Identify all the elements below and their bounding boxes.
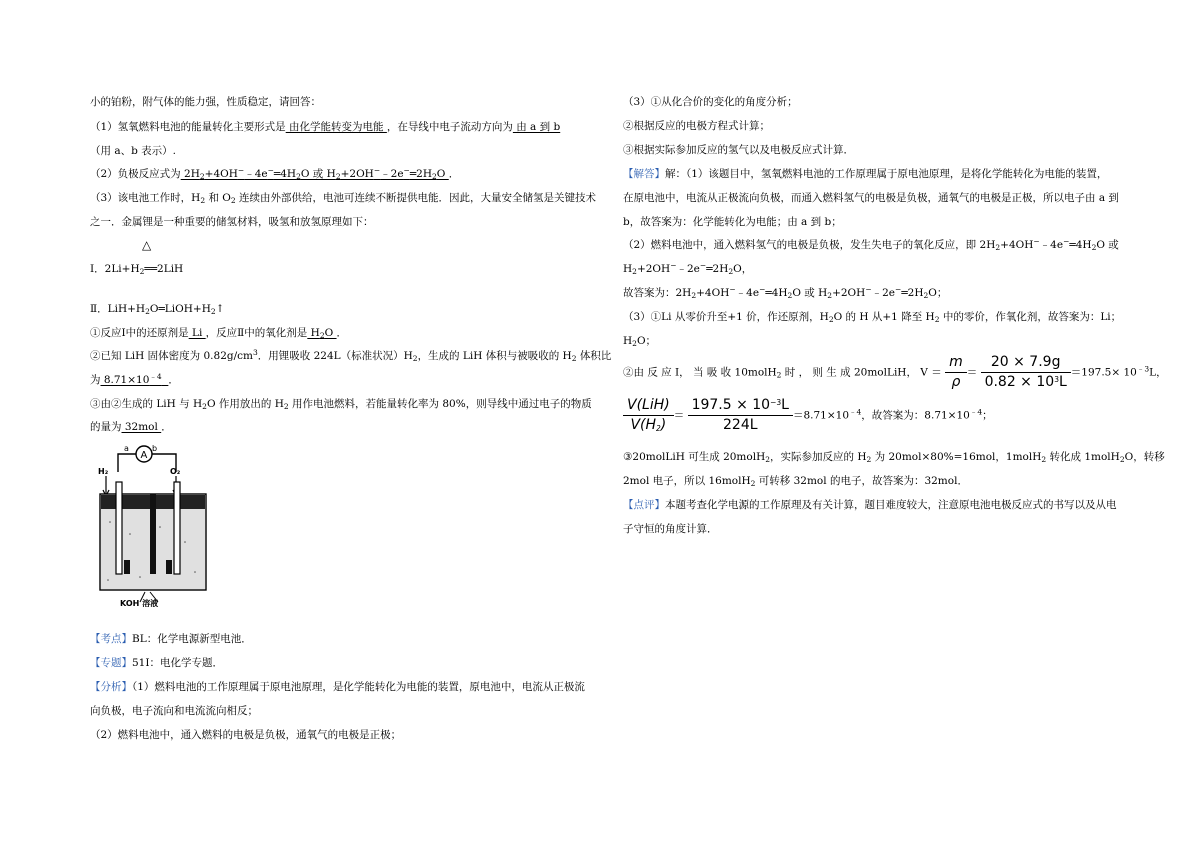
sub-question-1: ①反应Ⅰ中的还原剂是 Li ，反应Ⅱ中的氧化剂是 $H_2O$ ． bbox=[90, 327, 348, 340]
koh-caption: KOH 溶液 bbox=[120, 599, 159, 607]
sub-question-2-line-1: ②已知 LiH 固体密度为 $0.82g/cm^3$．用锂吸收 224L（标准状况）$H_2$，生成的 LiH 体积与被吸收的 $H_2$ 体积比 bbox=[90, 348, 612, 363]
question-1-note: （用 a、b 表示）. bbox=[90, 145, 176, 157]
zhuanti-line: 【专题】51I：电化学专题． bbox=[90, 657, 224, 669]
solution-line-8: $H_2O$； bbox=[623, 335, 657, 348]
o2-label: O₂ bbox=[170, 467, 181, 476]
comment-line-2: 子守恒的角度计算． bbox=[623, 523, 718, 535]
fuel-cell-diagram bbox=[90, 442, 216, 607]
solution-line-11: ③20molLiH 可生成 20molH$_2$，实际参加反应的 $H_2$ 为 20mol×80%=16mol，1molH$_2$ 转化成 1molH$_2$O，转移 bbox=[623, 451, 1165, 464]
answer-volume-ratio: $8.71\times 10^{﹣4}$ bbox=[100, 372, 162, 386]
solution-line-5: $H_2+2OH^-﹣2e^-═2H_2O$， bbox=[623, 261, 753, 276]
solution-line-6: 故答案为：$2H_2+4OH^-﹣4e^-═4H_2O$ 或 $H_2+2OH^-﹣2e^-═2H_2O$； bbox=[623, 285, 948, 300]
separator bbox=[150, 494, 156, 574]
solution-line-2: 在原电池中，电流从正极流向负极，而通入燃料氢气的电极是负极，通氧气的电极是正极，所以电子由 a 到 bbox=[623, 192, 1119, 204]
reaction-1: Ⅰ．$2Li+H_2══2LiH$ bbox=[90, 263, 184, 276]
sub-question-3-line-2: 的量为 32mol ． bbox=[90, 421, 172, 433]
solution-line-3: b，故答案为：化学能转化为电能；由 a 到 b； bbox=[623, 216, 842, 228]
kaodian-line: 【考点】BL：化学电源新型电池． bbox=[90, 633, 252, 645]
sub-question-2-line-2: 为 $8.71\times 10^{﹣4}$ ． bbox=[90, 372, 179, 386]
fraction-vlih-over-vh2: $\frac{\text{V(LiH)}}{V(H_2)}$ bbox=[623, 397, 674, 434]
question-1-line: （1）氢氧燃料电池的能量转化主要形式是 由化学能转变为电能 ，在导线中电子流动方向为 由 a 到 b bbox=[90, 121, 561, 133]
answer-energy-conversion: 由化学能转变为电能 bbox=[285, 121, 387, 133]
question-3-line-1: （3）该电池工作时，$H_2$ 和 $O_2$ 连续由外部供给，电池可连续不断提供电能．因此，大量安全储氢是关键技术 bbox=[90, 192, 597, 205]
ammeter-label: A bbox=[140, 450, 148, 461]
answer-electron-direction: 由 a 到 b bbox=[512, 121, 561, 133]
fenxi-line-1: 【分析】（1）燃料电池的工作原理属于原电池原理，是化学能转化为电能的装置，原电池中，电流从正极流 bbox=[90, 681, 585, 693]
h2-label: H₂ bbox=[98, 467, 109, 476]
question-2-line: （2）负极反应式为 $2H_2+4OH^-﹣4e^-═4H_2O$ 或 $H_2+2OH^-﹣2e^-═2H_2O$ ． bbox=[90, 166, 460, 181]
fraction-ratio: $\frac{197.5 \times 10^{-3}L}{224L}$ bbox=[688, 397, 793, 434]
comment-line-1: 【点评】本题考查化学电源的工作原理及有关计算，题目难度较大，注意原电池电极反应式的书写以及从电 bbox=[623, 499, 1117, 511]
label-b: b bbox=[152, 444, 158, 453]
answer-oxidizing-agent: $H_2O$ bbox=[307, 327, 337, 340]
solution-line-1: 【解答】解：（1）该题目中，氢氧燃料电池的工作原理属于原电池原理，是将化学能转化为电能的装置， bbox=[623, 168, 1108, 180]
answer-electron-moles: 32mol bbox=[121, 421, 162, 433]
fuel-cell-drawing bbox=[90, 442, 216, 607]
cathode-tube bbox=[174, 482, 180, 574]
question-3-line-2: 之一．金属锂是一种重要的储氢材料，吸氢和放氢原理如下： bbox=[90, 216, 374, 228]
heat-triangle-symbol: △ bbox=[142, 238, 152, 252]
analysis-3-2: ②根据反应的电极方程式计算； bbox=[623, 120, 770, 132]
solution-ratio-calc: $\frac{\text{V(LiH)}}{V(H_2)}$ ＝ $\frac{197.5 \times 10^{-3}L}{224L}$ $=8.71\times 10^{﹣4}$，故答案为：$8.71\times 10^{﹣4}$； bbox=[623, 397, 993, 434]
analysis-3-3: ③根据实际参加反应的氢气以及电极反应式计算． bbox=[623, 144, 854, 156]
intro-line: 小的铂粉，附气体的能力强，性质稳定，请回答： bbox=[90, 96, 321, 108]
fenxi-line-2: 向负极，电子流向和电流流向相反； bbox=[90, 705, 258, 717]
sub-question-3-line-1: ③由②生成的 LiH 与 $H_2O$ 作用放出的 $H_2$ 用作电池燃料，若能量转化率为 80%，则导线中通过电子的物质 bbox=[90, 398, 592, 411]
answer-reducing-agent: Li bbox=[188, 327, 206, 339]
label-a: a bbox=[124, 444, 129, 453]
solution-line-7: （3）①Li 从零价升至+1 价，作还原剂，$H_2O$ 的 H 从+1 降至 $H_2$ 中的零价，作氧化剂，故答案为：Li； bbox=[623, 311, 1122, 324]
fraction-volume: $\frac{20 \times 7.9g}{0.82 \times 10^3L}$ bbox=[981, 354, 1071, 391]
solution-line-4: （2）燃料电池中，通入燃料氢气的电极是负极，发生失电子的氧化反应，即 $2H_2+4OH^-﹣4e^-═4H_2O$ 或 bbox=[623, 237, 1119, 252]
fenxi-line-3: （2）燃料电池中，通入燃料的电极是负极，通氧气的电极是正极； bbox=[90, 729, 402, 741]
answer-negative-electrode: $2H_2+4OH^-﹣4e^-═4H_2O$ 或 $H_2+2OH^-﹣2e^-═2H_2O$ bbox=[180, 166, 449, 181]
solution-volume-calc: ②由 反 应 I， 当 吸 收 10molH$_2$ 时 ， 则 生 成 20molLiH， V ＝ $\frac{m}{\rho}$ ＝ $\frac{20 \times 7.9g}{0.82 \times 10^3L}$ $=197.5\times 10^{﹣3}L$， bbox=[623, 354, 1167, 390]
solution-line-12: 2mol 电子，所以 16molH$_2$ 可转移 32mol 的电子，故答案为：32mol． bbox=[623, 475, 968, 488]
fraction-m-over-rho: $\frac{m}{\rho}$ bbox=[945, 354, 967, 391]
reaction-2: Ⅱ．$LiH+H_2O═LiOH+H_2↑$ bbox=[90, 303, 225, 316]
anode-tube bbox=[116, 482, 122, 574]
analysis-3-1: （3）①从化合价的变化的角度分析； bbox=[623, 96, 798, 108]
